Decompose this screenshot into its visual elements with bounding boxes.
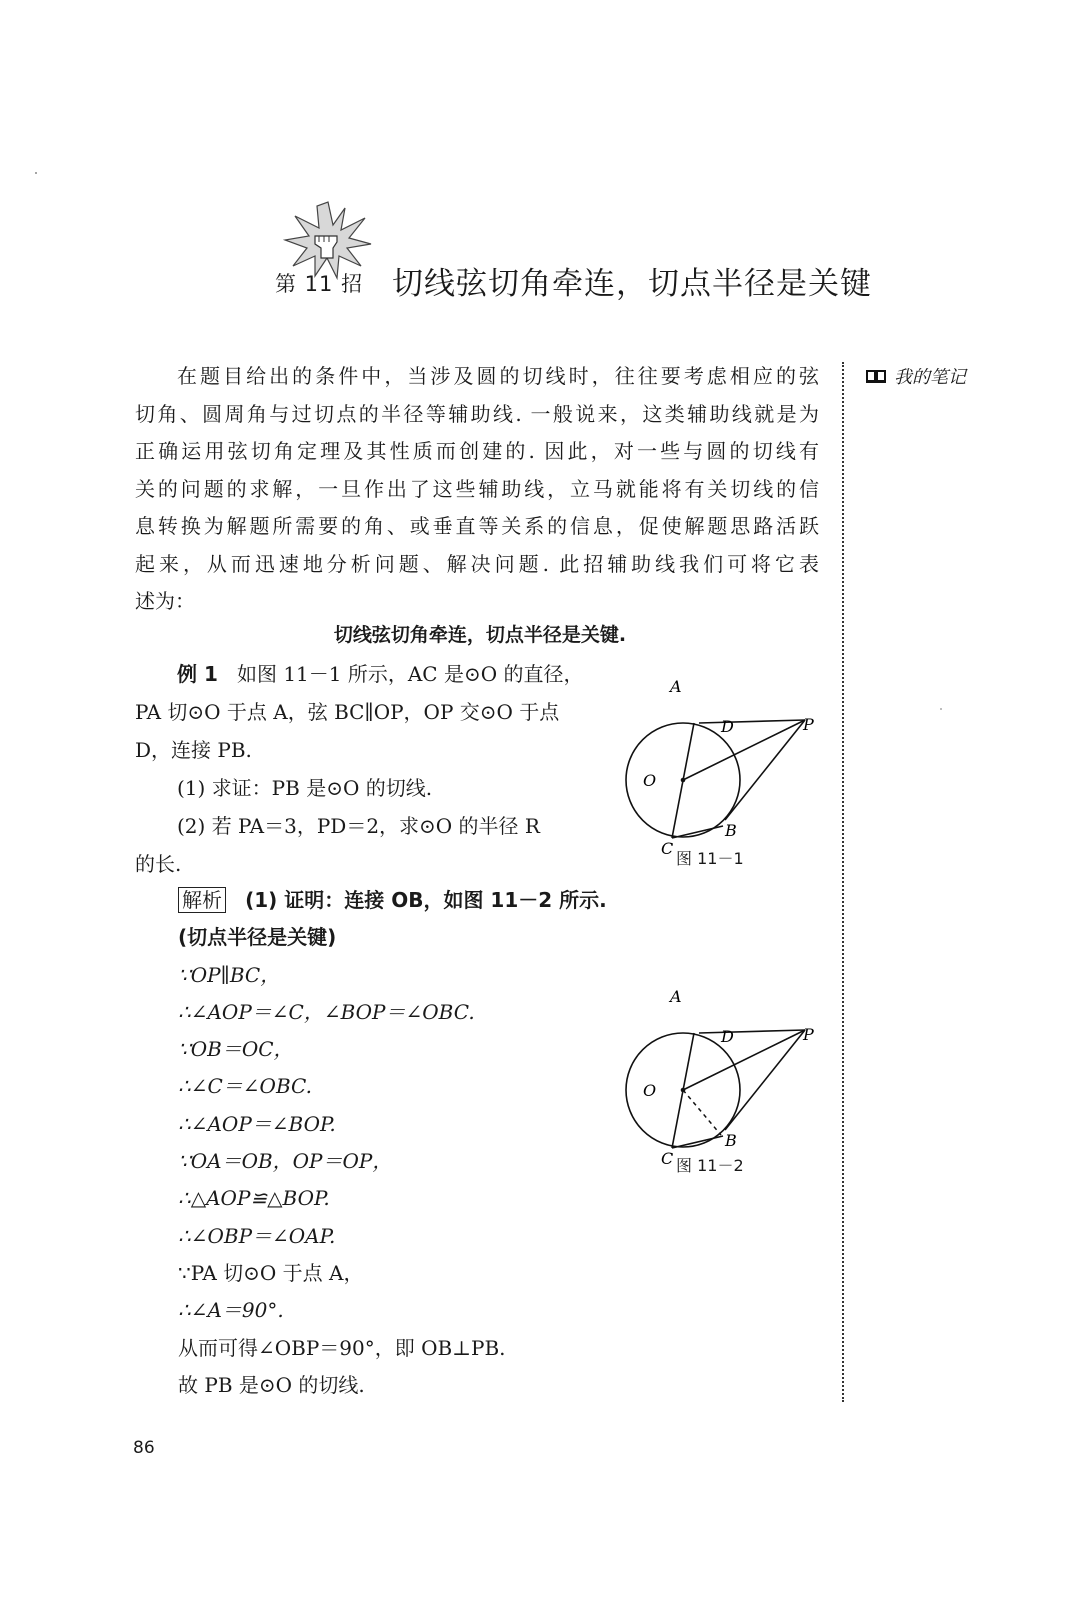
motto: 切线弦切角牵连，切点半径是关键.: [333, 624, 627, 646]
open-book-icon: [866, 369, 886, 383]
svg-text:C: C: [661, 1149, 674, 1168]
notes-divider: [842, 362, 844, 1402]
svg-text:B: B: [725, 1131, 737, 1150]
chapter-number: 第 11 招: [275, 272, 364, 296]
proof-step: ∵OA＝OB，OP＝OP，: [178, 1149, 393, 1174]
svg-text:A: A: [670, 677, 682, 696]
text-line: 关的问题的求解，一旦作出了这些辅助线，立马就能将有关切线的信: [135, 476, 819, 501]
example-text: D，连接 PB.: [135, 738, 252, 762]
figure-11-1-diagram: [595, 668, 835, 868]
proof-step: ∴∠OBP＝∠OAP.: [178, 1223, 336, 1248]
solution-first-line: (1) 证明：连接 OB，如图 11－2 所示.: [245, 888, 607, 912]
chapter-title: 切线弦切角牵连，切点半径是关键: [392, 266, 872, 302]
proof-step: ∴∠A＝90°.: [178, 1298, 284, 1323]
notes-label: 我的笔记: [894, 367, 966, 388]
page-number: 86: [133, 1438, 155, 1458]
proof-step: ∵PA 切⊙O 于点 A，: [178, 1260, 364, 1285]
proof-step: 从而可得∠OBP＝90°，即 OB⊥PB.: [178, 1335, 506, 1360]
svg-text:A: A: [670, 987, 682, 1006]
text-line: 述为：: [135, 589, 195, 613]
svg-text:D: D: [721, 1027, 734, 1046]
question-1: (1) 求证：PB 是⊙O 的切线.: [177, 776, 433, 800]
proof-step: 故 PB 是⊙O 的切线.: [178, 1372, 365, 1397]
figure-caption: 图 11－2: [676, 1156, 744, 1175]
svg-text:O: O: [643, 771, 657, 790]
svg-text:B: B: [725, 821, 737, 840]
svg-text:C: C: [661, 839, 674, 858]
svg-text:P: P: [803, 1025, 814, 1044]
figure-11-2-diagram: [595, 978, 835, 1178]
solution-hint: (切点半径是关键): [178, 925, 337, 950]
proof-step: ∵OB＝OC，: [178, 1037, 294, 1062]
example-text: 的长.: [135, 852, 182, 876]
dashed-radius-OB: [683, 1090, 721, 1135]
svg-text:D: D: [721, 717, 734, 736]
example-text: 如图 11－1 所示，AC 是⊙O 的直径，: [236, 662, 584, 686]
svg-text:P: P: [803, 715, 814, 734]
svg-text:O: O: [643, 1081, 657, 1100]
text-line: 在题目给出的条件中，当涉及圆的切线时，往往要考虑相应的弦: [177, 364, 819, 388]
example-1: [135, 655, 595, 883]
proof-step: ∴∠C＝∠OBC.: [178, 1074, 312, 1099]
example-text: PA 切⊙O 于点 A，弦 BC∥OP，OP 交⊙O 于点: [135, 700, 560, 724]
proof-step: ∵OP∥BC，: [178, 962, 281, 987]
proof-step: ∴∠AOP＝∠C，∠BOP＝∠OBC.: [178, 999, 475, 1024]
text-line: 息转换为解题所需要的角、或垂直等关系的信息，促使解题思路活跃: [135, 514, 819, 538]
solution-tag: 解析: [178, 887, 226, 913]
scan-speck: [35, 172, 37, 174]
question-2: (2) 若 PA＝3，PD＝2，求⊙O 的半径 R: [177, 814, 540, 838]
text-line: 切角、圆周角与过切点的半径等辅助线. 一般说来，这类辅助线就是为: [135, 401, 819, 426]
scan-speck: [940, 708, 942, 710]
example-label: 例 1: [177, 662, 218, 686]
intro-paragraph: [135, 358, 819, 621]
figure-caption: 图 11－1: [676, 849, 744, 868]
solution: [178, 882, 618, 1404]
text-line: 起来，从而迅速地分析问题、解决问题. 此招辅助线我们可将它表: [135, 551, 819, 576]
notes-heading: [866, 363, 966, 389]
text-line: 正确运用弦切角定理及其性质而创建的. 因此，对一些与圆的切线有: [135, 439, 819, 463]
proof-step: ∴△AOP≌△BOP.: [178, 1186, 330, 1211]
proof-step: ∴∠AOP＝∠BOP.: [178, 1111, 336, 1136]
